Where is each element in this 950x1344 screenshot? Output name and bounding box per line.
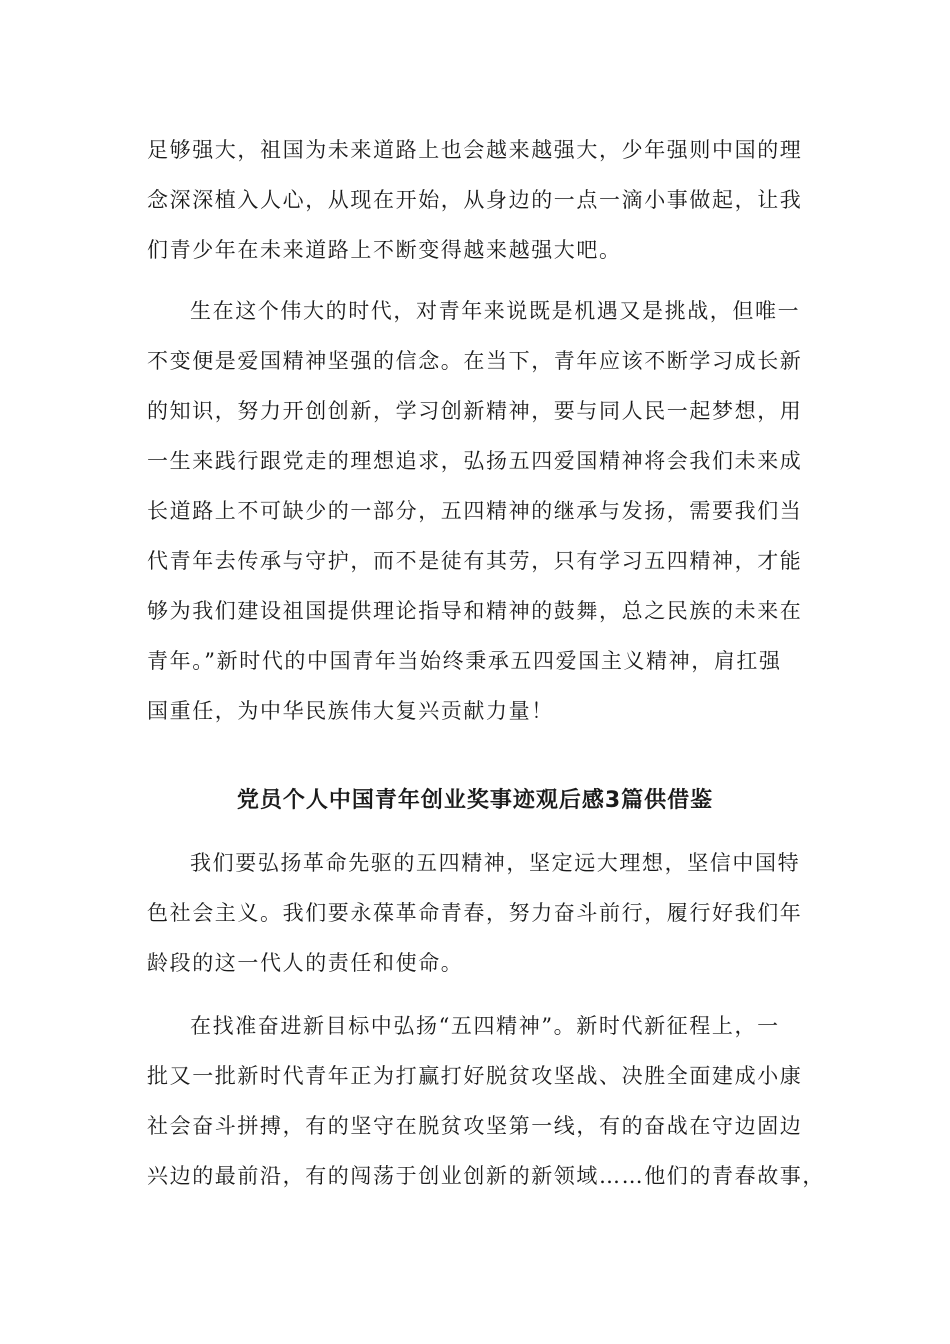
paragraph-line: 在找准奋进新目标中弘扬“五四精神”。新时代新征程上，一 (190, 1014, 780, 1038)
section-title: 党员个人中国青年创业奖事迹观后感3篇供借鉴 (236, 788, 714, 813)
paragraph-line: 不变便是爱国精神坚强的信念。在当下，青年应该不断学习成长新 (147, 349, 803, 373)
paragraph-line: 青年。”新时代的中国青年当始终秉承五四爱国主义精神，肩扛强 (147, 649, 782, 673)
paragraph-line: 批又一批新时代青年正为打赢打好脱贫攻坚战、决胜全面建成小康 (147, 1064, 803, 1088)
paragraph-line: 代青年去传承与守护，而不是徒有其劳，只有学习五四精神，才能 (147, 549, 803, 573)
paragraph-line: 我们要弘扬革命先驱的五四精神，坚定远大理想，坚信中国特 (190, 851, 801, 875)
paragraph-line: 念深深植入人心，从现在开始，从身边的一点一滴小事做起，让我 (147, 188, 803, 212)
paragraph-line: 一生来践行跟党走的理想追求，弘扬五四爱国精神将会我们未来成 (147, 449, 803, 473)
paragraph-line: 们青少年在未来道路上不断变得越来越强大吧。 (147, 238, 622, 262)
paragraph-line: 社会奋斗拼搏，有的坚守在脱贫攻坚第一线，有的奋战在守边固边 (147, 1114, 803, 1138)
paragraph-line: 够为我们建设祖国提供理论指导和精神的鼓舞，总之民族的未来在 (147, 599, 803, 623)
paragraph-line: 长道路上不可缺少的一部分，五四精神的继承与发扬，需要我们当 (147, 499, 803, 523)
paragraph-line: 的知识，努力开创创新，学习创新精神，要与同人民一起梦想，用 (147, 399, 803, 423)
paragraph-line: 足够强大，祖国为未来道路上也会越来越强大，少年强则中国的理 (147, 138, 803, 162)
paragraph-line: 色社会主义。我们要永葆革命青春，努力奋斗前行，履行好我们年 (147, 901, 803, 925)
paragraph-line: 龄段的这一代人的责任和使命。 (147, 951, 464, 975)
paragraph-line: 生在这个伟大的时代，对青年来说既是机遇又是挑战，但唯一 (190, 299, 801, 323)
paragraph-line: 兴边的最前沿，有的闯荡于创业创新的新领域……他们的青春故事， (147, 1164, 825, 1188)
paragraph-line: 国重任，为中华民族伟大复兴贡献力量！ (147, 699, 554, 723)
